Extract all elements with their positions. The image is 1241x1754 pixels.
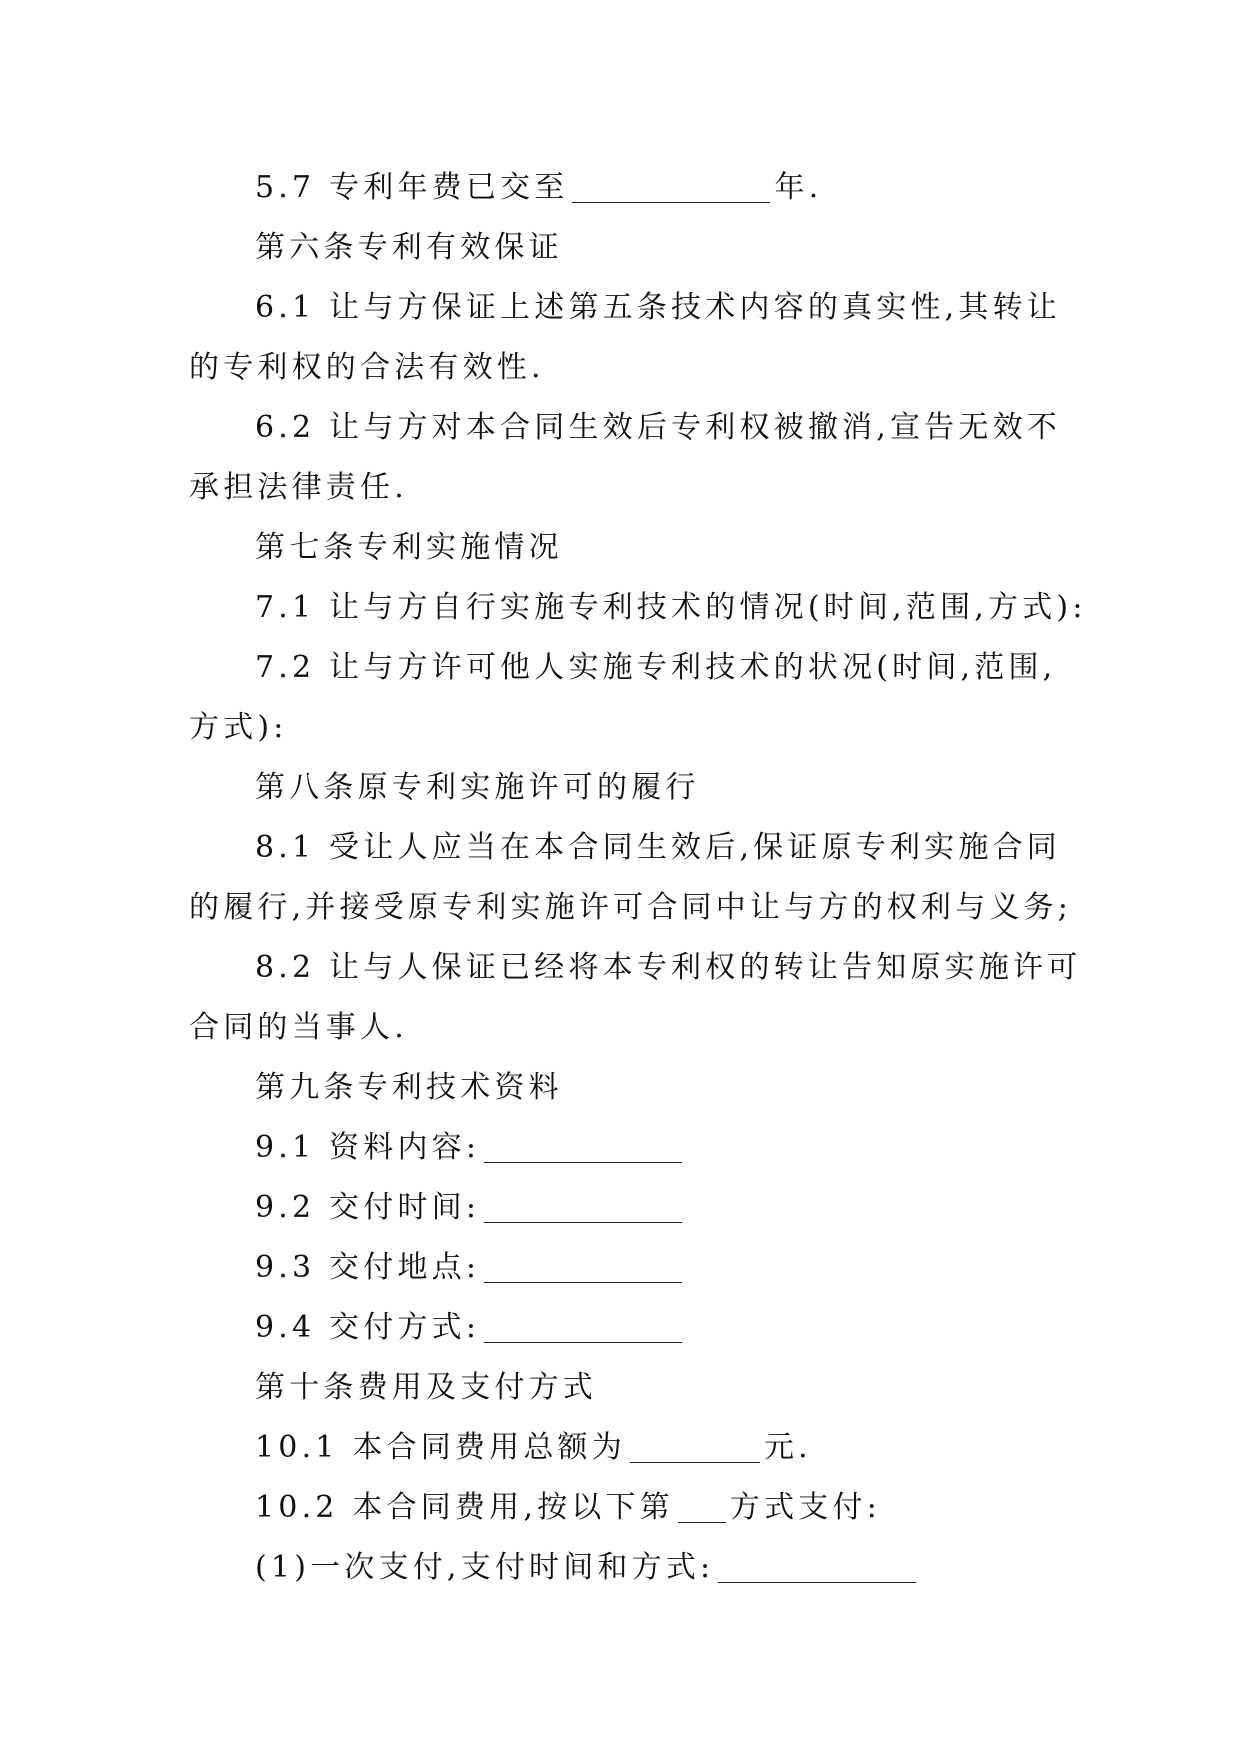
clause-10-2-suffix: 方式支付: bbox=[729, 1490, 881, 1525]
blank-fill-line[interactable] bbox=[718, 1548, 916, 1583]
clause-6-1: 6.1 让与方保证上述第五条技术内容的真实性,其转让 bbox=[255, 290, 1061, 325]
payment-option-1-text: (1)一次支付,支付时间和方式: bbox=[255, 1550, 715, 1585]
article-10-heading: 第十条费用及支付方式 bbox=[255, 1370, 597, 1405]
blank-fill-line[interactable] bbox=[630, 1428, 760, 1463]
clause-8-1: 8.1 受让人应当在本合同生效后,保证原专利实施合同 bbox=[255, 830, 1061, 865]
clause-8-1-cont: 的履行,并接受原专利实施许可合同中让与方的权利与义务; bbox=[189, 890, 1073, 925]
clause-6-1-cont: 的专利权的合法有效性. bbox=[189, 350, 545, 385]
clause-9-4-label: 9.4 交付方式: bbox=[255, 1310, 481, 1345]
clause-10-2-text: 10.2 本合同费用,按以下第 bbox=[255, 1490, 674, 1525]
clause-10-2 bbox=[189, 1478, 1059, 1538]
clause-9-1-label: 9.1 资料内容: bbox=[255, 1130, 481, 1165]
article-7-heading: 第七条专利实施情况 bbox=[255, 530, 563, 565]
clause-6-2-cont: 承担法律责任. bbox=[189, 470, 408, 505]
clause-8-2-cont: 合同的当事人. bbox=[189, 1010, 408, 1045]
clause-7-1: 7.1 让与方自行实施专利技术的情况(时间,范围,方式): bbox=[255, 590, 1087, 625]
clause-5-7 bbox=[189, 158, 1059, 218]
article-6-heading: 第六条专利有效保证 bbox=[255, 230, 563, 265]
clause-7-2: 7.2 让与方许可他人实施专利技术的状况(时间,范围, bbox=[255, 650, 1057, 685]
clause-8-2: 8.2 让与人保证已经将本专利权的转让告知原实施许可 bbox=[255, 950, 1082, 985]
clause-5-7-text: 5.7 专利年费已交至 bbox=[255, 170, 569, 205]
blank-fill-line[interactable] bbox=[484, 1128, 682, 1163]
clause-10-1-text: 10.1 本合同费用总额为 bbox=[255, 1430, 626, 1465]
clause-10-1 bbox=[189, 1418, 1059, 1478]
blank-fill-line[interactable] bbox=[484, 1308, 682, 1343]
clause-5-7-suffix: 年. bbox=[774, 170, 823, 205]
clause-9-1 bbox=[189, 1118, 1059, 1178]
clause-9-4 bbox=[189, 1298, 1059, 1358]
clause-9-2-label: 9.2 交付时间: bbox=[255, 1190, 481, 1225]
blank-fill-line[interactable] bbox=[484, 1188, 682, 1223]
blank-fill-line[interactable] bbox=[572, 168, 770, 203]
payment-option-1 bbox=[189, 1538, 1059, 1598]
clause-10-1-suffix: 元. bbox=[763, 1430, 812, 1465]
blank-fill-line[interactable] bbox=[484, 1248, 682, 1283]
clause-9-3 bbox=[189, 1238, 1059, 1298]
clause-9-2 bbox=[189, 1178, 1059, 1238]
article-9-heading: 第九条专利技术资料 bbox=[255, 1070, 563, 1105]
document-body bbox=[189, 158, 1087, 1598]
clause-6-2: 6.2 让与方对本合同生效后专利权被撤消,宣告无效不 bbox=[255, 410, 1061, 445]
blank-fill-line[interactable] bbox=[678, 1488, 726, 1523]
clause-7-2-cont: 方式): bbox=[189, 710, 288, 745]
clause-9-3-label: 9.3 交付地点: bbox=[255, 1250, 481, 1285]
article-8-heading: 第八条原专利实施许可的履行 bbox=[255, 770, 700, 805]
